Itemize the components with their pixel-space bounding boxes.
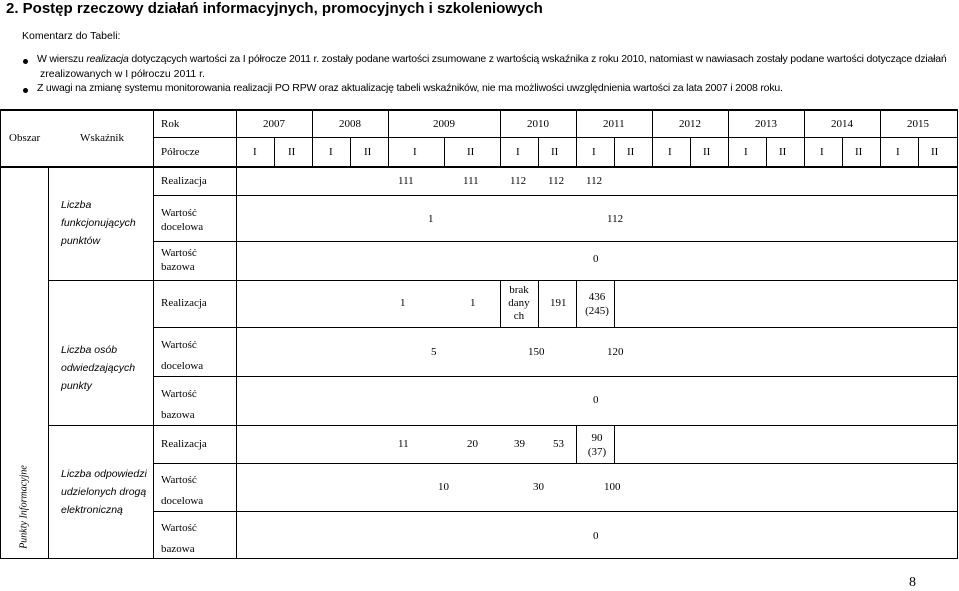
half-2014-1: I [820,146,824,158]
half-2010-1: I [516,146,520,158]
indicator-2-docelowa-value: 120 [607,346,624,358]
header-obszar: Obszar [9,132,41,144]
section-heading: 2. Postęp rzeczowy działań informacyjnych, promocyjnych i szkoleniowych [6,0,543,17]
label-line: Wartość [161,388,197,400]
indicator-3-docelowa-value: 10 [438,481,449,493]
indicator-1-docelowa-value: 112 [607,213,624,225]
indicator-3-bazowa-value: 0 [593,530,599,542]
indicator-2-realizacja-label: Realizacja [161,297,207,309]
label-line: bazowa [161,543,195,555]
half-2007-1: I [253,146,257,158]
indicator-1-real-value: 112 [548,175,565,187]
indicator-1-bazowa-value: 0 [593,253,599,265]
indicator-3-real-value: 11 [398,438,409,450]
comment-label: Komentarz do Tabeli: [22,30,121,42]
indicator-2-name [61,341,135,395]
header-wskaznik: Wskaźnik [80,132,124,144]
label-line: docelowa [161,360,204,372]
indicator-2-real-value: 1 [400,297,406,309]
indicator-1-name [61,196,136,250]
indicator-3-docelowa-value: 30 [533,481,544,493]
value-line: 90 [591,432,603,444]
brak-line: ch [513,310,525,322]
indicator-1-real-value: 112 [510,175,527,187]
indicator-1-real-value: 111 [398,175,414,187]
bullet-dot [23,88,28,93]
indicator-3-name-line: udzielonych drogą [61,486,147,498]
indicator-2-docelowa-label [161,335,203,377]
half-2014-2: II [855,146,863,158]
comment-bullet-1-line2: zrealizowanych w I półroczu 2011 r. [40,68,205,80]
half-2012-2: II [703,146,711,158]
comment-bullet-1 [37,53,947,65]
indicator-2-real-value: 1 [470,297,476,309]
indicator-1-bazowa-label [161,246,197,274]
value-line: (245) [585,305,609,317]
brak-line: dany [508,297,530,309]
indicator-1-realizacja-label: Realizacja [161,175,207,187]
label-line: docelowa [161,221,204,233]
indicator-3-real-value: 39 [514,438,525,450]
label-line: bazowa [161,409,195,421]
half-2011-1: I [592,146,596,158]
half-2010-2: II [551,146,559,158]
indicator-1-name-line: funkcjonujących [61,217,136,229]
indicator-2-docelowa-value: 150 [528,346,545,358]
year-2010: 2010 [527,118,549,130]
indicator-3-docelowa-value: 100 [604,481,621,493]
brak-line: brak [509,284,529,296]
value-line: (37) [587,446,607,458]
indicator-3-realizacja-label: Realizacja [161,438,207,450]
indicator-2-real-value: 191 [550,297,567,309]
indicator-1-real-value: 111 [463,175,479,187]
area-label: Punkty Informacyjne [18,465,30,549]
year-2007: 2007 [263,118,285,130]
indicator-1-name-line: punktów [61,235,101,247]
indicator-3-docelowa-label [161,470,203,512]
year-2011: 2011 [603,118,625,130]
indicator-2-name-line: odwiedzających [61,362,136,374]
bullet-dot [23,59,28,64]
indicator-3-bazowa-label [161,518,197,560]
label-line: Wartość [161,247,197,259]
indicator-1-real-value: 112 [586,175,603,187]
indicator-1-docelowa-value: 1 [428,213,434,225]
indicator-2-bazowa-label [161,384,197,426]
indicator-3-name [61,465,147,519]
indicator-2-real-brak [506,284,532,323]
year-2014: 2014 [831,118,853,130]
indicator-1-name-line: Liczba [61,199,92,211]
indicator-2-name-line: Liczba osób [61,344,118,356]
value-line: 436 [588,291,606,303]
indicator-3-real-value: 20 [467,438,478,450]
half-2007-2: II [288,146,296,158]
bullet-1-text-italic: realizacja [86,53,129,65]
year-2013: 2013 [755,118,777,130]
half-2011-2: II [627,146,635,158]
label-line: Wartość [161,207,197,219]
page-number: 8 [909,575,916,590]
label-line: docelowa [161,495,204,507]
year-2008: 2008 [339,118,361,130]
half-2009-1: I [413,146,417,158]
comment-bullet-2: Z uwagi na zmianę systemu monitorowania realizacji PO RPW oraz aktualizację tabeli wskaźników, nie ma możliwości uwzględnienia wartości za lata 2007 i 2008 roku. [37,82,783,94]
header-rok: Rok [161,118,180,130]
bullet-1-text-b: dotyczących wartości za I półrocze 2011 r. zostały podane wartości zsumowane z wartością wskaźnika z roku 2010, natomiast w nawiasach zostały podane wartości dotyczące działań [128,53,947,65]
label-line: Wartość [161,339,197,351]
year-2012: 2012 [679,118,701,130]
half-2008-1: I [329,146,333,158]
half-2013-1: I [744,146,748,158]
label-line: Wartość [161,474,197,486]
bullet-1-text-a: W wierszu [37,53,87,65]
half-2013-2: II [779,146,787,158]
indicator-3-real-value: 53 [553,438,564,450]
indicator-2-docelowa-value: 5 [431,346,437,358]
indicator-2-bazowa-value: 0 [593,394,599,406]
label-line: Wartość [161,522,197,534]
half-2012-1: I [668,146,672,158]
indicator-3-name-line: elektroniczną [61,504,123,516]
label-line: bazowa [161,261,195,273]
half-2008-2: II [364,146,372,158]
indicator-2-name-line: punkty [61,380,92,392]
year-2009: 2009 [433,118,455,130]
indicator-3-name-line: Liczba odpowiedzi [61,468,147,480]
header-polrocze: Półrocze [161,146,200,158]
indicator-1-docelowa-label [161,206,203,234]
year-2015: 2015 [907,118,929,130]
indicator-2-real-2011 [584,290,610,318]
indicator-3-real-2011 [584,431,610,459]
half-2015-2: II [931,146,939,158]
half-2009-2: II [467,146,475,158]
half-2015-1: I [896,146,900,158]
